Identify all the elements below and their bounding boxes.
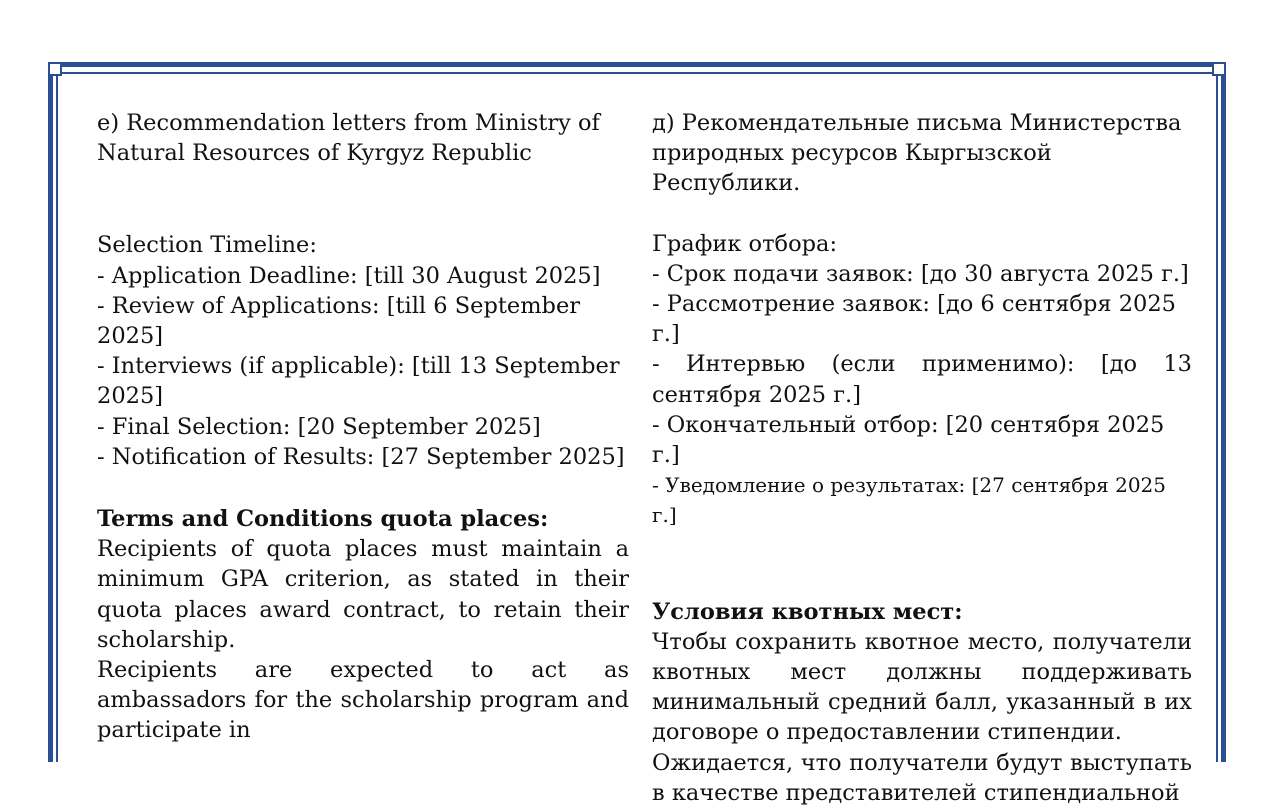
ru-timeline-item: - Рассмотрение заявок: [до 6 сентября 2025 г.]	[652, 291, 1176, 348]
en-timeline-title: Selection Timeline:	[97, 232, 317, 259]
ru-timeline-item: - Окончательный отбор: [20 сентября 2025 г.]	[652, 411, 1165, 469]
en-item-e: e) Recommendation letters from Ministry of Natural Resources of Kyrgyz Republic	[97, 110, 600, 167]
scan-top-edge	[0, 4, 1280, 14]
ru-terms-paragraph: Чтобы сохранить квотное место, получатели квотных мест должны поддерживать минимальный средний балл, указанный в их договоре о предоставлении стипендии.	[652, 628, 1192, 746]
en-timeline-item: - Interviews (if applicable): [till 13 September 2025]	[97, 353, 620, 410]
ru-timeline-item: - Уведомление о результатах: [27 сентября 2025 г.]	[652, 473, 1167, 528]
ru-timeline-item: - Срок подачи заявок: [до 30 августа 2025 г.]	[652, 260, 1189, 287]
border-corner-left	[48, 62, 62, 76]
en-terms-paragraph: Recipients of quota places must maintain a minimum GPA criterion, as stated in their quota places award contract, to retain their scholarship.	[97, 536, 629, 653]
en-timeline-item: - Notification of Results: [27 September 2025]	[97, 443, 625, 470]
en-terms-paragraph: Recipients are expected to act as ambassadors for the scholarship program and participate in	[97, 657, 629, 744]
english-column	[97, 108, 629, 746]
en-timeline-item: - Review of Applications: [till 6 September 2025]	[97, 292, 581, 350]
ru-terms-heading: Условия квотных мест:	[652, 598, 963, 625]
ru-timeline-item: - Интервью (если применимо): [до 13 сентября 2025 г.]	[652, 351, 1192, 408]
ru-timeline-title: График отбора:	[652, 230, 838, 257]
border-corner-right	[1212, 62, 1226, 76]
ru-terms-paragraph: Ожидается, что получатели будут выступать в качестве представителей стипендиальной	[652, 749, 1192, 806]
russian-column	[652, 108, 1192, 808]
en-timeline-item: - Application Deadline: [till 30 August 2025]	[97, 262, 601, 289]
en-terms-heading: Terms and Conditions quota places:	[97, 506, 549, 533]
en-timeline-item: - Final Selection: [20 September 2025]	[97, 413, 541, 440]
ru-item-d: д) Рекомендательные письма Министерства природных ресурсов Кыргызской Республики.	[652, 110, 1182, 197]
